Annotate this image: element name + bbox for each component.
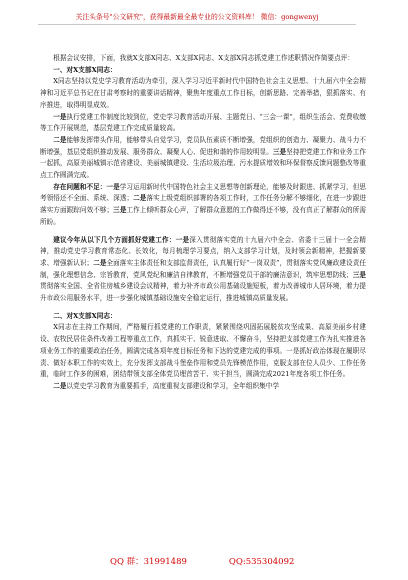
section2-paragraph-2 [40,381,366,393]
point-text: 学习运用新时代中国特色社会主义思想等创新理论，能够及时跟进、抓紧学习，但思考领悟还不全面、系统、深透； [40,182,366,203]
point-text: 工作上倾听群众心声，了解群众意愿的工作做得还不够，没有真正了解群众的所需所盼。 [40,206,366,226]
point-text: 贯彻落实全国、全省住房城乡建设会议精神，着力补齐市政公用基础设施短板，着力改善城市人居环境，着力提升市政公用服务水平，进一步强化城镇基础设施安全稳定运行，推进城镇高质量发展。 [40,282,366,303]
problems-lead: 存在问题和不足：一是 [53,182,120,191]
point-text: 坚持把党建工作和业务工作一起抓，高原美丽城镇示范省建设、美丽城镇建设、生活垃圾治理、污水提质增效和环保督察反馈问题整改等重点工作圆满完成。 [40,147,366,180]
point-lead: 三是 [272,147,287,156]
section1-paragraph-3 [40,135,366,182]
qq-contact-text: QQ:535304092 [228,557,295,567]
section1-problems-paragraph [40,182,366,229]
point-text: 能够发挥带头作用，能够带头自觉学习，党员队伍素质不断增强，党组织的创造力、凝聚力、战斗力不断增强，基层党组织推动发展、服务群众、凝聚人心、促进和谐的作用较明显。 [40,135,366,156]
intro-paragraph: 根据会议安排，下面，我就X支部X同志、X支部X同志、X支部X同志抓党建工作述职情况作简要点评： [53,54,355,62]
section-heading-2: 二、对X支部X同志： [53,311,117,320]
promo-banner: 关注头条号"公文研究"，获得最新最全最专业的公文资料库！ 微信：gongwenyj [38,12,356,25]
document-body [40,53,366,393]
contact-footer [110,555,294,567]
point-text: 执行党建工作制度比较到位，党史学习教育活动开展、主题党日、“三会一课”，组织生活会、党费收缴等工作开展规范，基层党建工作完成质量较高。 [40,112,366,133]
point-text: 落实上级党组织部署的各项工作时，工作任务分解不够细化，在进一步跟进落实方面跟踪问效不够； [40,194,367,215]
point-lead: 二是 [133,194,147,203]
qq-group-text: QQ 群：31991489 [110,557,187,567]
section1-paragraph-1: X同志坚持以党史学习教育活动为牵引，深入学习习近平新时代中国特色社会主义思想、十九届六中全会精神和习近平总书记在甘肃考察时的重要讲话精神，聚焦年度重点工作目标，创新思路、完善举措，狠抓落实、有序推进，取得明显成效。 [40,77,366,109]
point-lead: 三是 [113,206,127,215]
suggestions-lead: 建议今年从以下几个方面抓好党建工作：一是 [53,235,190,244]
section1-suggestions-paragraph [40,235,366,305]
section1-paragraph-2 [40,112,366,135]
point-text: 全面落实主体责任和支部监督责任，认真履行好“一岗双责”，贯彻落实党风廉政建设责任制，强化理想信念、宗旨教育，党风党纪和廉洁自律教育，不断增强党员干部的廉洁意识，筑牢思想防线； [40,258,366,279]
section2-paragraph-1: X同志在主持工作期间，严格履行抓党建的工作职责，紧紧围绕巩固拓展脱贫攻坚成果、高原美丽乡村建设、农牧民居住条件改善工程等重点工作，真抓实干、锐意进取、不懈奋斗，坚持把支部党建工作为扎实推进各项业务工作的重要政治任务，圆满完成各项年度目标任务和下达的党建完成的事项。一是抓好政治体现在履职尽责、做好本职工作的实效上，充分发挥支部战斗堡垒作用和党员先锋模范作用，克服支部在位人员少、工作任务重，临时工作多的困难，团结带领支部全体党员埋首苦干、实干担当，圆满完成2021年度各项工作任务。 [40,323,366,379]
point-lead: 三是 [352,270,366,279]
point-text: 深入贯彻落实党的十九届六中全会、省委十三届十一全会精神，推动党史学习教育常态化、长效化，每月梳理学习要点，纳入支部学习计划，及时领会新精神，把握新要求、增强新认识； [40,235,366,267]
point-text: 以党史学习教育为重要抓手，高度重视支部建设和学习，全年组织集中学 [66,381,280,390]
point-lead: 二是 [93,258,107,267]
point-lead: 二是 [53,135,67,144]
point-lead: 二是 [53,381,67,390]
section-heading-1: 一、对X支部X同志： [53,65,117,74]
point-lead: 一是 [53,112,67,121]
